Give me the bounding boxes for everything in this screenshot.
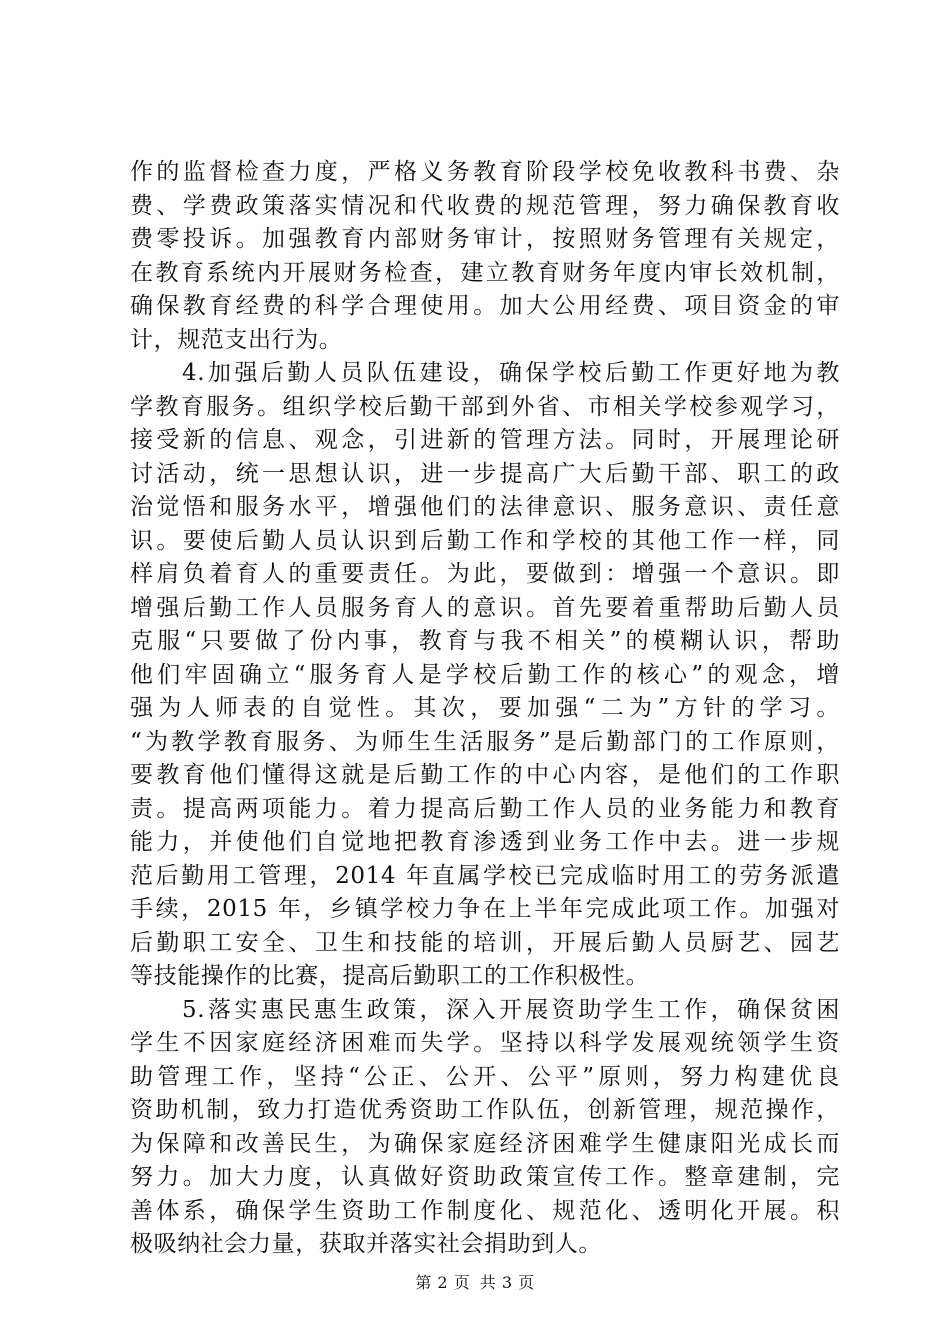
text-line: 确保教育经费的科学合理使用。加大公用经费、项目资金的审 (130, 293, 840, 319)
paragraph-start-line: 4.加强后勤人员队伍建设，确保学校后勤工作更好地为教 (182, 360, 840, 386)
text-line: “为教学教育服务、为师生生活服务”是后勤部门的工作原则， (130, 728, 840, 755)
text-line: 克服“只要做了份内事，教育与我不相关”的模糊认识，帮助 (130, 628, 840, 654)
text-line: 讨活动，统一思想认识，进一步提高广大后勤干部、职工的政 (130, 460, 840, 487)
text-line: 费零投诉。加强教育内部财务审计，按照财务管理有关规定， (130, 226, 840, 252)
text-line: 学生不因家庭经济困难而失学。坚持以科学发展观统领学生资 (130, 1030, 840, 1056)
page-number: 第 2 页 (415, 1273, 471, 1292)
text-line: 他们牢固确立“服务育人是学校后勤工作的核心”的观念，增 (130, 661, 840, 688)
text-line: 在教育系统内开展财务检查，建立教育财务年度内审长效机制， (130, 259, 840, 286)
text-line: 努力。加大力度，认真做好资助政策宣传工作。整章建制，完 (130, 1164, 840, 1190)
text-line: 治觉悟和服务水平，增强他们的法律意识、服务意识、责任意 (130, 494, 840, 520)
text-line: 为保障和改善民生，为确保家庭经济困难学生健康阳光成长而 (130, 1130, 840, 1157)
text-line: 计，规范支出行为。 (130, 326, 343, 353)
text-line: 助管理工作，坚持“公正、公开、公平”原则，努力构建优良 (130, 1063, 840, 1090)
text-line: 范后勤用工管理，2014 年直属学校已完成临时用工的劳务派遣 (130, 862, 840, 889)
text-line: 要教育他们懂得这就是后勤工作的中心内容，是他们的工作职 (130, 762, 840, 788)
page-total: 共 3 页 (479, 1273, 535, 1292)
text-line: 能力，并使他们自觉地把教育渗透到业务工作中去。进一步规 (130, 829, 840, 855)
text-line: 学教育服务。组织学校后勤干部到外省、市相关学校参观学习， (130, 393, 840, 420)
text-line: 等技能操作的比赛，提高后勤职工的工作积极性。 (130, 963, 650, 989)
text-line: 资助机制，致力打造优秀资助工作队伍，创新管理，规范操作， (130, 1097, 840, 1123)
document-body (130, 156, 840, 1262)
text-line: 手续，2015 年，乡镇学校力争在上半年完成此项工作。加强对 (130, 896, 840, 922)
text-line: 识。要使后勤人员认识到后勤工作和学校的其他工作一样，同 (130, 527, 840, 554)
text-line: 强为人师表的自觉性。其次，要加强“二为”方针的学习。 (130, 695, 840, 721)
text-line: 接受新的信息、观念，引进新的管理方法。同时，开展理论研 (130, 427, 840, 453)
paragraph-start-line: 5.落实惠民惠生政策，深入开展资助学生工作，确保贫困 (182, 996, 840, 1023)
text-line: 费、学费政策落实情况和代收费的规范管理，努力确保教育收 (130, 192, 840, 219)
text-line: 后勤职工安全、卫生和技能的培训，开展后勤人员厨艺、园艺 (130, 929, 840, 956)
text-line: 善体系，确保学生资助工作制度化、规范化、透明化开展。积 (130, 1197, 840, 1224)
text-line: 作的监督检查力度，严格义务教育阶段学校免收教科书费、杂 (130, 159, 840, 185)
text-line: 责。提高两项能力。着力提高后勤工作人员的业务能力和教育 (130, 795, 840, 822)
text-line: 样肩负着育人的重要责任。为此，要做到：增强一个意识。即 (130, 561, 840, 587)
text-line: 增强后勤工作人员服务育人的意识。首先要着重帮助后勤人员 (130, 594, 840, 621)
text-line: 极吸纳社会力量，获取并落实社会捐助到人。 (130, 1231, 602, 1257)
page-footer (0, 1270, 950, 1293)
